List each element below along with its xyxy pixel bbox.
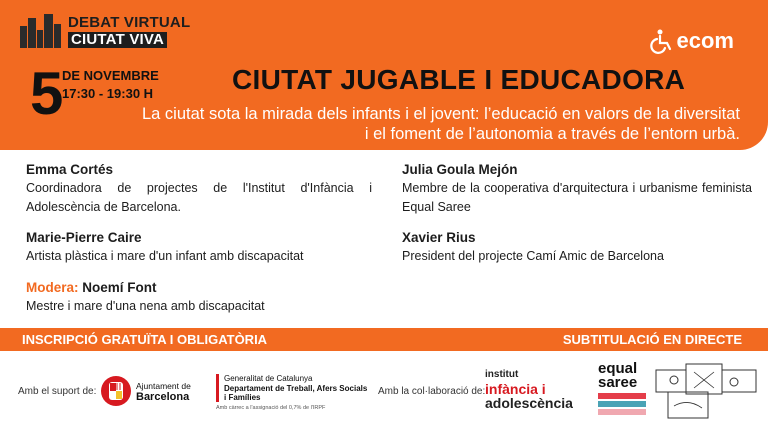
generalitat-logo [216,374,376,410]
ecom-brand: ecom [676,28,734,53]
city-skyline-icon [20,14,62,48]
event-logo [20,14,190,48]
page-subtitle: La ciutat sota la mirada dels infants i el jovent: l’educació en valors de la diversitat i el foment de l’autonomia a través de l’entorn urbà. [142,105,740,143]
speaker-name: Xavier Rius [402,230,476,245]
date-time: 17:30 - 19:30 H [62,86,154,101]
header-banner [0,0,768,150]
gen-note: Amb càrrec a l'assignació del 0,7% de l'IRPF [216,405,326,411]
speaker-role: Membre de la cooperativa d'arquitectura i urbanisme feminista Equal Saree [402,181,752,214]
moderator-role: Mestre i mare d'una nena amb discapacitat [26,299,265,313]
gen-line1: Generalitat de Catalunya [224,374,313,383]
page-title: CIUTAT JUGABLE I EDUCADORA [232,64,686,95]
collab-label: Amb la col·laboració de: [378,386,486,397]
eq-line1: equal [598,360,638,377]
bcn-line1: Ajuntament de [136,381,191,391]
speaker-role: Artista plàstica i mare d'un infant amb discapacitat [26,249,304,263]
subtitles-note: SUBTITULACIÓ EN DIRECTE [562,332,742,347]
speaker-name: Emma Cortés [26,162,114,177]
cami-amic-logo-icon [654,360,760,424]
ecom-logo [649,28,734,54]
iia-line3: adolescència [485,395,573,411]
generalitat-flag-icon [216,374,219,402]
speaker-card [26,160,372,217]
speaker-card [402,160,752,217]
moderator-card [26,278,372,316]
iia-line2: infància i [485,381,546,397]
info-bar [0,328,768,351]
logo-line2: CIUTAT VIVA [68,32,167,48]
barcelona-logo [100,374,200,408]
sponsors-footer [0,354,768,432]
eq-stripe [598,409,646,415]
eq-stripe [598,401,646,407]
eq-line2: saree [598,374,638,391]
equal-saree-logo [598,362,648,420]
support-label: Amb el suport de: [18,386,97,397]
registration-note: INSCRIPCIÓ GRATUÏTA I OBLIGATÒRIA [22,332,268,347]
date-month: DE NOVEMBRE [62,68,159,83]
speaker-name: Julia Goula Mejón [402,162,518,177]
bcn-line2: Barcelona [136,391,190,403]
barcelona-shield-icon [100,374,132,408]
date-day: 5 [30,60,64,127]
iia-line1: institut [485,369,519,380]
moderator-name: Noemí Font [82,280,157,295]
gen-line3: i Famílies [224,393,261,402]
speaker-name: Marie-Pierre Caire [26,230,142,245]
eq-stripe [598,393,646,399]
iia-logo [485,368,595,418]
moderator-label: Modera: [26,280,79,295]
speaker-role: Coordinadora de projectes de l'Institut d'Infància i Adolescència de Barcelona. [26,181,372,214]
speaker-card [26,228,372,266]
gen-line2: Departament de Treball, Afers Socials [224,383,368,393]
wheelchair-icon [649,28,675,54]
speaker-card [402,228,752,266]
speaker-role: President del projecte Camí Amic de Barcelona [402,249,664,263]
logo-line1: DEBAT VIRTUAL [68,14,191,31]
